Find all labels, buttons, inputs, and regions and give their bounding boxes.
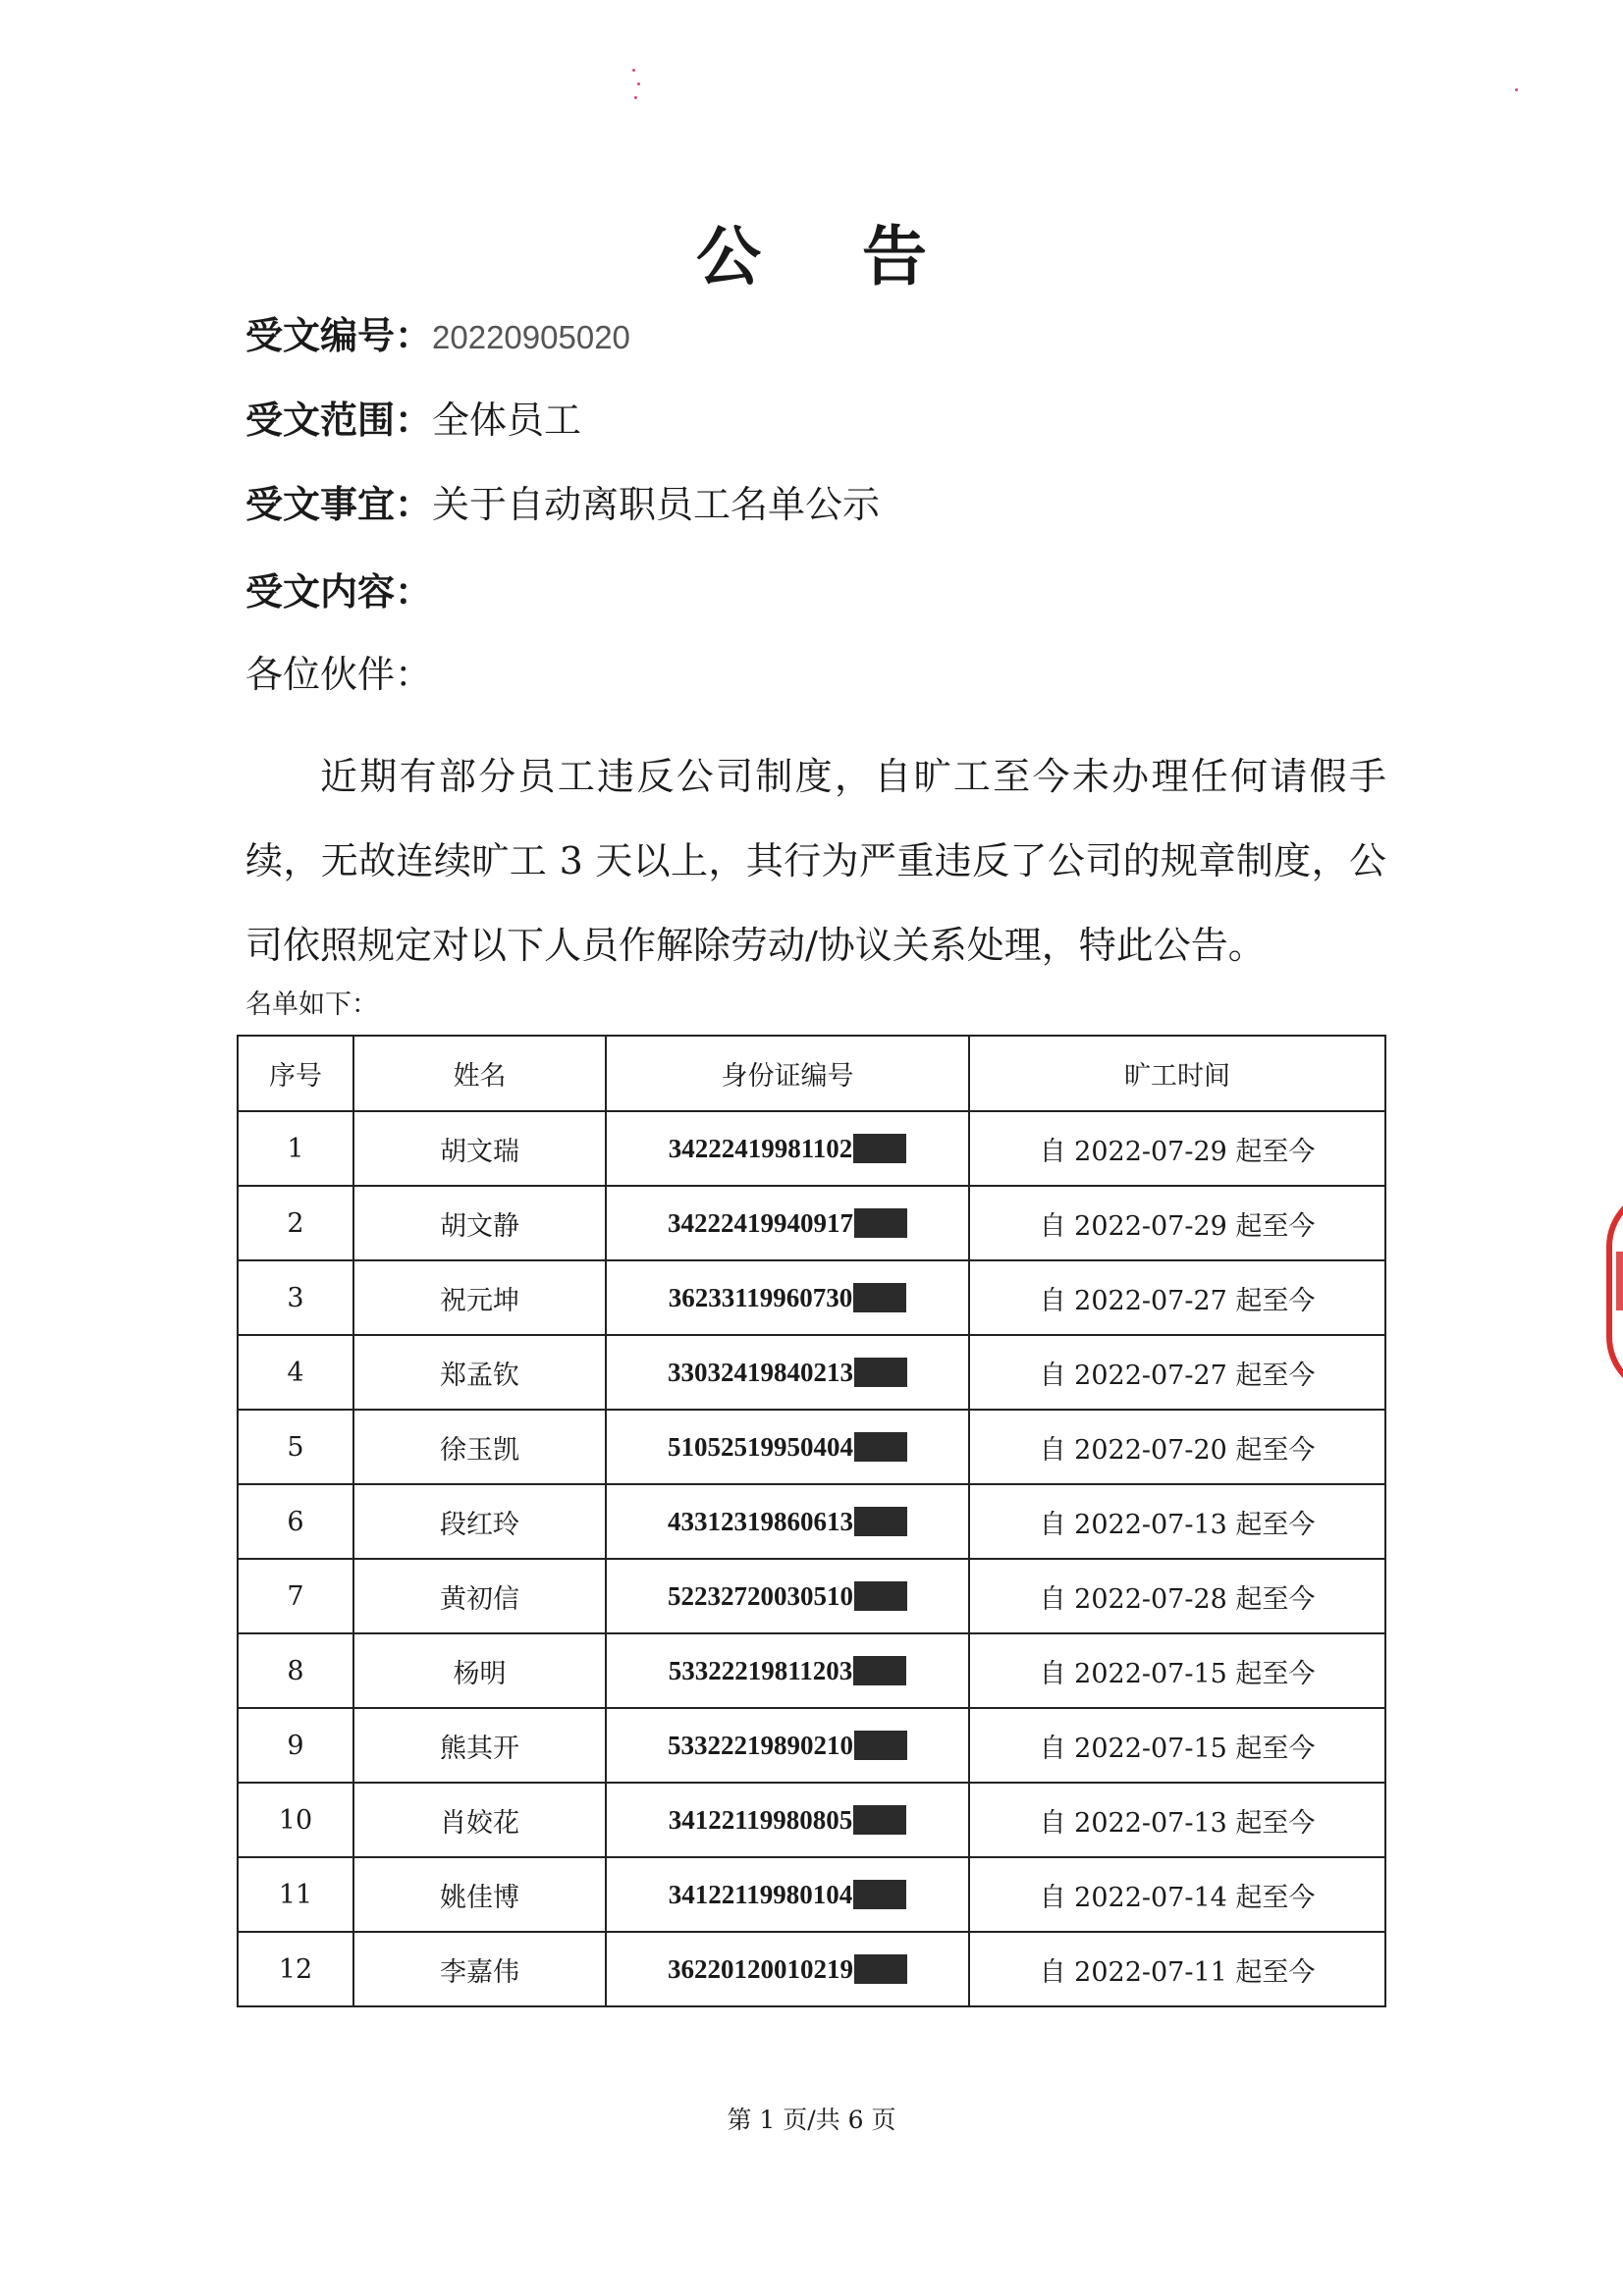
cell-seq: 6 [238, 1484, 353, 1559]
cell-id [606, 1633, 969, 1708]
scope-label: 受文范围： [245, 398, 433, 442]
cell-name: 肖姣花 [353, 1783, 606, 1857]
doc-number-value: 20220905020 [432, 319, 630, 355]
cell-id [606, 1783, 969, 1857]
table-row [238, 1783, 1385, 1857]
cell-name: 郑孟钦 [353, 1335, 606, 1410]
id-number: 36233119960730 [668, 1282, 853, 1312]
redaction-block [853, 1134, 906, 1163]
header-name: 姓名 [353, 1036, 606, 1111]
body-paragraph: 近期有部分员工违反公司制度，自旷工至今未办理任何请假手续，无故连续旷工 3 天以上，其行为严重违反了公司的规章制度，公司依照规定对以下人员作解除劳动/协议关系处理，特此公告。 [245, 755, 1386, 967]
cell-name: 祝元坤 [353, 1260, 606, 1335]
redaction-block [853, 1283, 906, 1312]
cell-seq: 4 [238, 1335, 353, 1410]
cell-name: 胡文瑞 [353, 1111, 606, 1186]
table-row [238, 1857, 1385, 1932]
cell-seq: 2 [238, 1186, 353, 1260]
cell-name: 徐玉凯 [353, 1410, 606, 1484]
cell-id [606, 1932, 969, 2006]
cell-name: 姚佳博 [353, 1857, 606, 1932]
cell-absent: 自 2022-07-29 起至今 [969, 1111, 1385, 1186]
redaction-block [853, 1805, 906, 1835]
cell-absent: 自 2022-07-29 起至今 [969, 1186, 1385, 1260]
cell-absent: 自 2022-07-13 起至今 [969, 1484, 1385, 1559]
cell-absent: 自 2022-07-15 起至今 [969, 1633, 1385, 1708]
cell-absent: 自 2022-07-28 起至今 [969, 1559, 1385, 1633]
content-line [245, 567, 432, 616]
cell-id [606, 1484, 969, 1559]
id-number: 34222419940917 [668, 1207, 853, 1238]
cell-id [606, 1559, 969, 1633]
scan-speck [637, 82, 640, 85]
id-number: 36220120010219 [668, 1953, 853, 1984]
id-number: 53322219890210 [668, 1730, 853, 1760]
cell-absent: 自 2022-07-13 起至今 [969, 1783, 1385, 1857]
cell-name: 黄初信 [353, 1559, 606, 1633]
cell-name: 熊其开 [353, 1708, 606, 1783]
cell-id [606, 1335, 969, 1410]
redaction-block [854, 1581, 907, 1611]
company-seal-mark [1616, 1252, 1623, 1310]
table-row [238, 1708, 1385, 1783]
redaction-block [853, 1880, 906, 1909]
cell-id [606, 1708, 969, 1783]
scan-speck [634, 96, 637, 99]
page-footer: 第 1 页/共 6 页 [727, 2106, 896, 2134]
scope-line [245, 396, 581, 445]
page-title: 公 告 [696, 218, 966, 294]
scan-speck [1515, 88, 1518, 91]
id-number: 34122119980805 [668, 1804, 853, 1835]
table-row [238, 1559, 1385, 1633]
list-caption: 名单如下： [245, 989, 378, 1020]
table-row [238, 1633, 1385, 1708]
header-id: 身份证编号 [606, 1036, 969, 1111]
table-row [238, 1410, 1385, 1484]
cell-seq: 5 [238, 1410, 353, 1484]
doc-number-label: 受文编号： [245, 313, 433, 357]
content-label: 受文内容： [245, 569, 433, 614]
cell-name: 杨明 [353, 1633, 606, 1708]
table-header-row [238, 1036, 1385, 1111]
table-row [238, 1484, 1385, 1559]
cell-seq: 3 [238, 1260, 353, 1335]
cell-absent: 自 2022-07-27 起至今 [969, 1335, 1385, 1410]
cell-absent: 自 2022-07-27 起至今 [969, 1260, 1385, 1335]
cell-absent: 自 2022-07-15 起至今 [969, 1708, 1385, 1783]
id-number: 33032419840213 [668, 1357, 853, 1387]
table-row [238, 1260, 1385, 1335]
header-seq: 序号 [238, 1036, 353, 1111]
id-number: 52232720030510 [668, 1580, 853, 1611]
table-row [238, 1335, 1385, 1410]
doc-number-line [245, 311, 630, 362]
cell-seq: 7 [238, 1559, 353, 1633]
id-number: 51052519950404 [668, 1431, 853, 1462]
cell-absent: 自 2022-07-14 起至今 [969, 1857, 1385, 1932]
matter-line [245, 480, 880, 529]
cell-seq: 11 [238, 1857, 353, 1932]
cell-seq: 1 [238, 1111, 353, 1186]
cell-absent: 自 2022-07-20 起至今 [969, 1410, 1385, 1484]
id-number: 43312319860613 [668, 1506, 853, 1536]
matter-label: 受文事宜： [245, 482, 433, 526]
cell-id [606, 1111, 969, 1186]
cell-id [606, 1410, 969, 1484]
id-number: 34122119980104 [668, 1879, 853, 1909]
cell-id [606, 1186, 969, 1260]
cell-name: 段红玲 [353, 1484, 606, 1559]
cell-seq: 8 [238, 1633, 353, 1708]
id-number: 53322219811203 [668, 1655, 853, 1685]
scope-value: 全体员工 [432, 399, 582, 442]
redaction-block [854, 1358, 907, 1387]
cell-id [606, 1857, 969, 1932]
id-number: 34222419981102 [668, 1133, 853, 1163]
redaction-block [854, 1208, 907, 1238]
redaction-block [853, 1656, 906, 1685]
cell-name: 胡文静 [353, 1186, 606, 1260]
cell-seq: 10 [238, 1783, 353, 1857]
cell-name: 李嘉伟 [353, 1932, 606, 2006]
redaction-block [854, 1432, 907, 1462]
table-row [238, 1932, 1385, 2006]
redaction-block [854, 1731, 907, 1760]
table-row [238, 1111, 1385, 1186]
redaction-block [854, 1954, 907, 1984]
greeting: 各位伙伴： [245, 653, 433, 696]
matter-value: 关于自动离职员工名单公示 [432, 483, 881, 526]
redaction-block [854, 1507, 907, 1536]
cell-seq: 9 [238, 1708, 353, 1783]
header-absent: 旷工时间 [969, 1036, 1385, 1111]
scan-speck [632, 69, 635, 72]
cell-absent: 自 2022-07-11 起至今 [969, 1932, 1385, 2006]
table-row [238, 1186, 1385, 1260]
cell-id [606, 1260, 969, 1335]
absentee-table [237, 1035, 1386, 2007]
cell-seq: 12 [238, 1932, 353, 2006]
